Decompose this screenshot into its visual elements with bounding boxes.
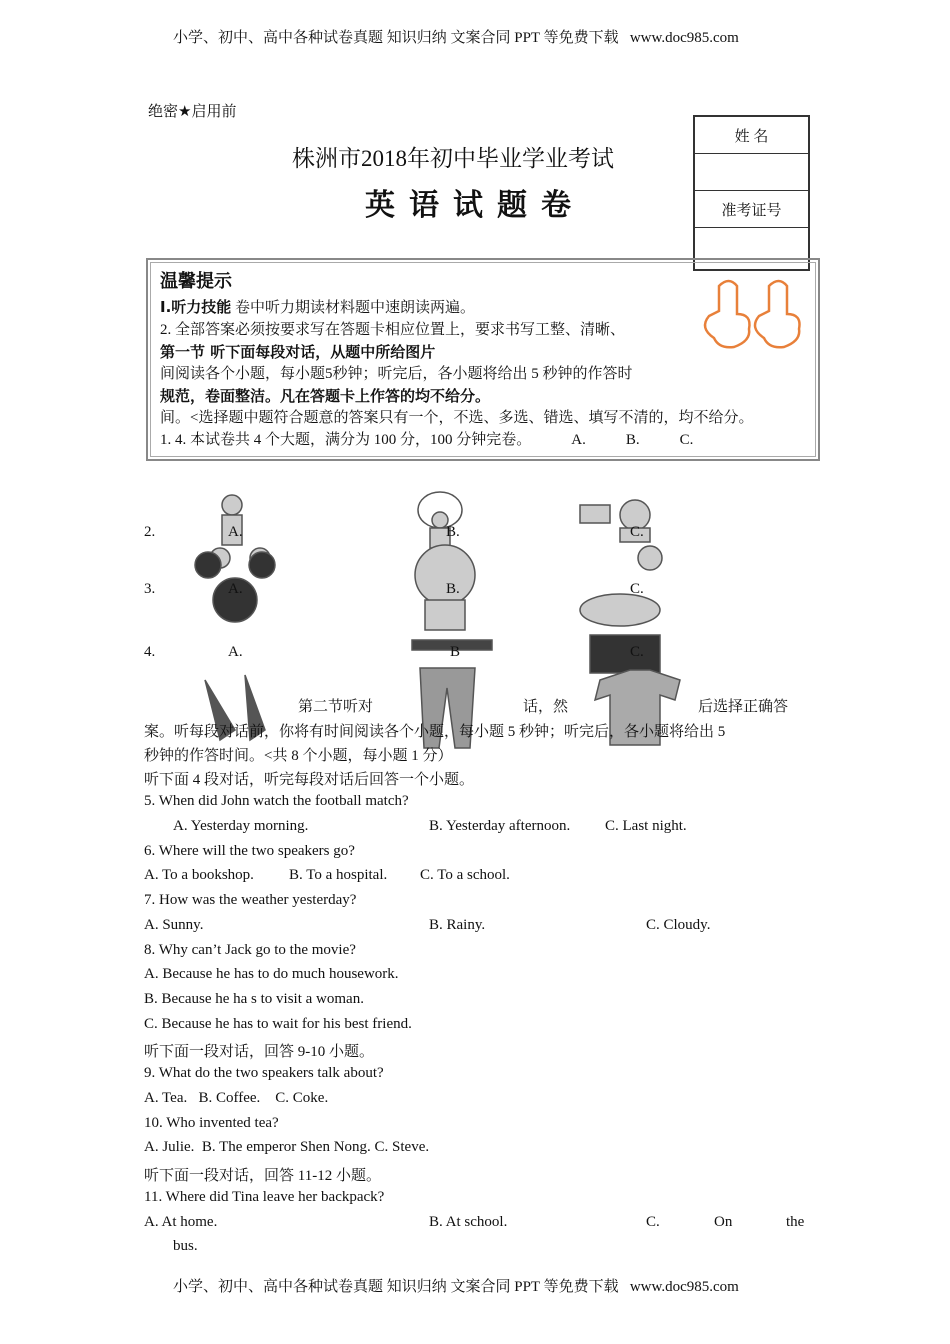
option: bus. bbox=[173, 1238, 198, 1254]
instructions: 听下面 4 段对话，听完每段对话后回答一个小题。 bbox=[144, 772, 475, 788]
question: 10. Who invented tea? bbox=[144, 1115, 279, 1131]
option-c[interactable]: C. bbox=[630, 644, 644, 660]
exam-title: 株洲市2018年初中毕业学业考试 bbox=[292, 146, 614, 171]
instructions: 案。听每段对话前，你将有时间阅读各个小题，每小题 5 秒钟；听完后，各小题将给出 5 bbox=[144, 724, 726, 740]
option[interactable]: C. Because he has to wait for his best friend. bbox=[144, 1016, 412, 1032]
footer-url[interactable]: www.doc985.com bbox=[629, 1279, 739, 1295]
tips-option: B. bbox=[625, 432, 640, 448]
section-heading: 话，然 bbox=[523, 699, 569, 715]
option-a[interactable]: A. bbox=[228, 581, 243, 597]
lion-picture bbox=[415, 545, 475, 630]
option[interactable]: C. Cloudy. bbox=[646, 917, 711, 933]
option[interactable]: A. Julie. B. The emperor Shen Nong. C. Steve. bbox=[144, 1139, 430, 1155]
instructions: 听下面一段对话，回答 9-10 小题。 bbox=[144, 1044, 374, 1060]
tips-line-text: 1. 4. 本试卷共 4 个大题，满分为 100 分，100 分钟完卷。 bbox=[160, 432, 532, 448]
tips-option: C. bbox=[679, 432, 694, 448]
piano-picture bbox=[590, 635, 660, 673]
header-text: 小学、初中、高中各种试卷真题 知识归纳 文案合同 PPT 等免费下载 www.doc985.com bbox=[173, 30, 739, 46]
option[interactable]: C. Last night. bbox=[605, 818, 687, 834]
tips-line-label: I.听力技能 bbox=[160, 298, 232, 316]
option[interactable]: B. Yesterday afternoon. bbox=[429, 818, 571, 834]
exam-subtitle: 英语试题卷 bbox=[365, 188, 585, 223]
option-b[interactable]: B. bbox=[446, 581, 460, 597]
option[interactable]: C. bbox=[646, 1214, 660, 1230]
option[interactable]: C. To a school. bbox=[420, 867, 510, 883]
question: 8. Why can’t Jack go to the movie? bbox=[144, 942, 356, 958]
tips-heading: 温馨提示 bbox=[160, 271, 232, 292]
section-heading: 后选择正确答 bbox=[698, 699, 789, 715]
tips-option: A. bbox=[571, 432, 586, 448]
option[interactable]: A. Yesterday morning. bbox=[173, 818, 309, 834]
section-heading: 第二节听对 bbox=[298, 699, 374, 715]
secret-label: 绝密★启用前 bbox=[148, 102, 237, 120]
option: On bbox=[714, 1214, 733, 1230]
tips-line-text: 卷中听力期读材料题中速朗读两遍。 bbox=[235, 300, 476, 316]
tips-line: 第一节 听下面每段对话，从题中所给图片 bbox=[160, 343, 436, 361]
option[interactable]: B. To a hospital. bbox=[289, 867, 388, 883]
tips-line: 2. 全部答案必须按要求写在答题卡相应位置上，要求书写工整、清晰、 bbox=[160, 322, 626, 338]
question-number: 4. bbox=[144, 644, 156, 660]
question: 5. When did John watch the football match? bbox=[144, 793, 409, 809]
option-a[interactable]: A. bbox=[228, 524, 243, 540]
question: 7. How was the weather yesterday? bbox=[144, 892, 357, 908]
option[interactable]: A. Tea. B. Coffee. C. Coke. bbox=[144, 1090, 329, 1106]
tips-line: 间阅读各个小题，每小题5秒钟；听完后，各小题将给出 5 秒钟的作答时 bbox=[160, 366, 633, 382]
option[interactable]: A. Sunny. bbox=[144, 917, 204, 933]
name-label: 姓 名 bbox=[695, 117, 808, 154]
instructions: 秒钟的作答时间。<共 8 个小题，每小题 1 分） bbox=[144, 748, 453, 764]
question-number: 2. bbox=[144, 524, 156, 540]
header-url[interactable]: www.doc985.com bbox=[629, 30, 739, 46]
question: 9. What do the two speakers talk about? bbox=[144, 1065, 384, 1081]
option: the bbox=[786, 1214, 805, 1230]
option[interactable]: B. Because he ha s to visit a woman. bbox=[144, 991, 364, 1007]
option-c[interactable]: C. bbox=[630, 524, 644, 540]
footer-text: 小学、初中、高中各种试卷真题 知识归纳 文案合同 PPT 等免费下载 www.doc985.com bbox=[173, 1279, 739, 1295]
tips-line: 规范，卷面整洁。凡在答题卡上作答的均不给分。 bbox=[160, 387, 491, 405]
option-a[interactable]: A. bbox=[228, 644, 243, 660]
option-c[interactable]: C. bbox=[630, 581, 644, 597]
option[interactable]: B. At school. bbox=[429, 1214, 508, 1230]
seal-picture bbox=[580, 546, 662, 626]
option[interactable]: A. At home. bbox=[144, 1214, 218, 1230]
question-number: 3. bbox=[144, 581, 156, 597]
exam-number-label: 准考证号 bbox=[695, 191, 808, 228]
lower-content bbox=[0, 70, 950, 1344]
option-b[interactable]: B. bbox=[446, 524, 460, 540]
instructions: 听下面一段对话，回答 11-12 小题。 bbox=[144, 1168, 381, 1184]
option-b[interactable]: B bbox=[450, 644, 461, 660]
question: 11. Where did Tina leave her backpack? bbox=[144, 1189, 385, 1205]
option[interactable]: A. Because he has to do much housework. bbox=[144, 966, 399, 982]
tips-line: 间。<选择题中题符合题意的答案只有一个，不选、多选、错选、填写不清的，均不给分。 bbox=[160, 410, 754, 426]
question: 6. Where will the two speakers go? bbox=[144, 843, 355, 859]
option[interactable]: B. Rainy. bbox=[429, 917, 486, 933]
option[interactable]: A. To a bookshop. bbox=[144, 867, 254, 883]
